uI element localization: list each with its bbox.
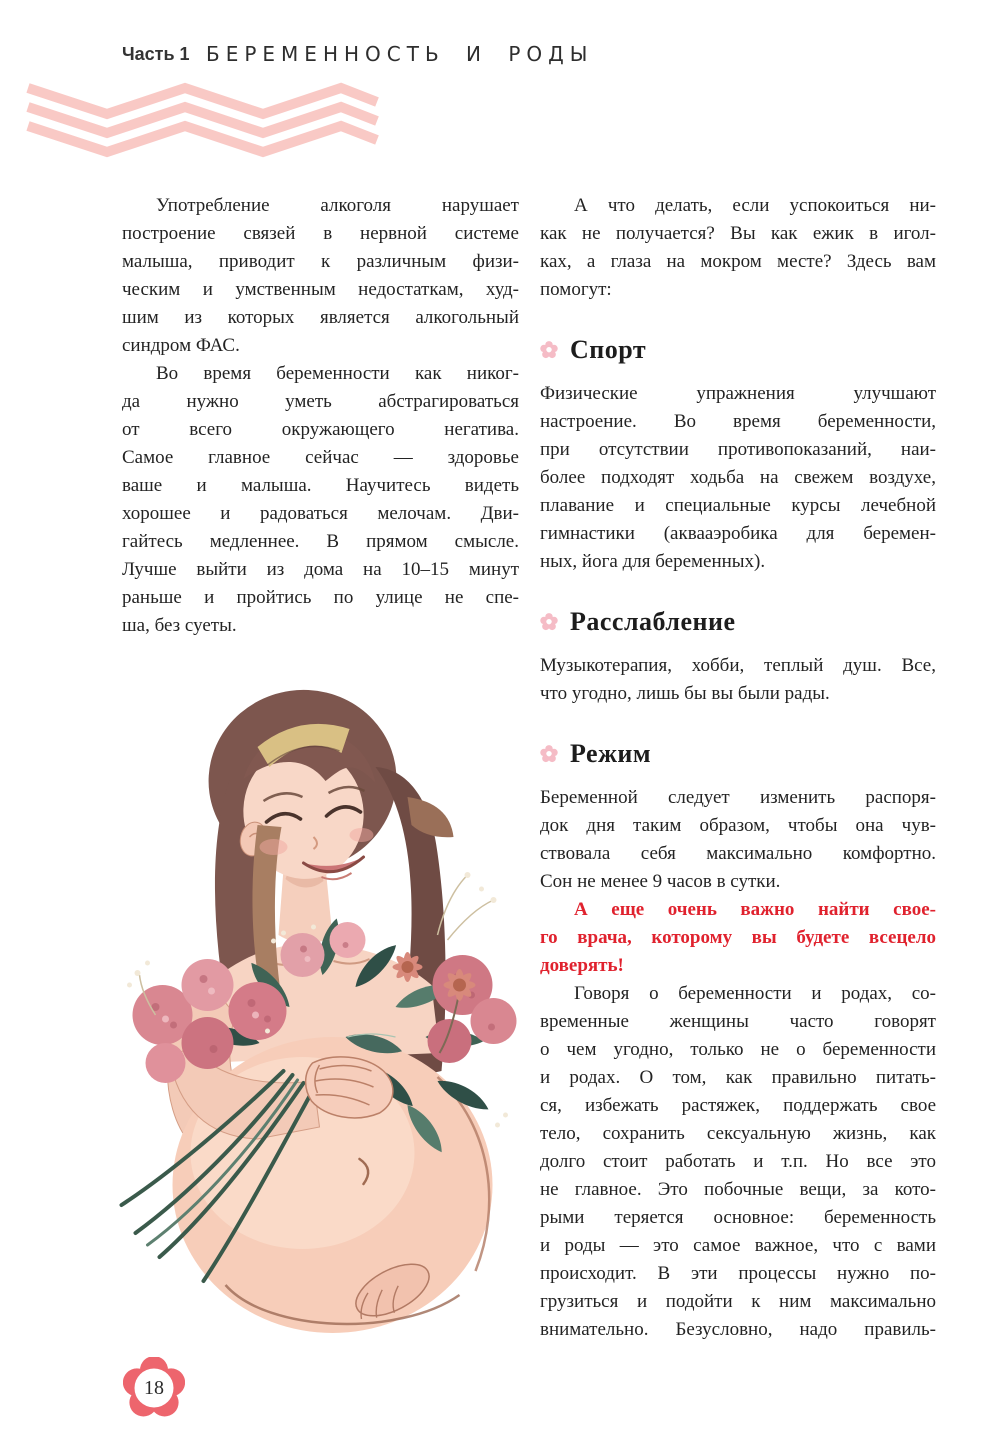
text-line: шим из которых является алкогольный: [122, 307, 519, 328]
text-line: настроение. Во время беременности,: [540, 411, 936, 432]
text-line: от всего окружающего негатива.: [122, 419, 519, 440]
section-title: Расслабление: [570, 607, 736, 636]
text-line: что угодно, лишь бы вы были рады.: [540, 683, 830, 704]
text-line: Самое главное сейчас — здоровье: [122, 447, 519, 468]
text-line: и роды — это самое важное, что с вами: [540, 1235, 936, 1256]
text-line: малыша, приводит к различным физи-: [122, 251, 519, 272]
paragraph: [540, 784, 936, 896]
paragraph: [540, 980, 936, 1344]
text-line: Во время беременности как никог-: [156, 363, 519, 384]
text-line: временные женщины часто говорят: [540, 1011, 936, 1032]
flower-bullet-icon: [540, 745, 558, 763]
paragraph-emphasis-red: [540, 896, 936, 980]
text-line: ческим и умственным недостаткам, худ-: [122, 279, 519, 300]
pregnant-woman-illustration: [105, 685, 530, 1345]
paragraph: [122, 192, 519, 360]
text-line: Лучше выйти из дома на 10–15 минут: [122, 559, 519, 580]
part-label: Часть 1: [122, 44, 190, 64]
section-title: Режим: [570, 739, 652, 768]
page-number-badge: [123, 1357, 185, 1419]
flower-bullet-icon: [540, 613, 558, 631]
text-line: при отсутствии противопоказаний, наи-: [540, 439, 936, 460]
text-line: А что делать, если успокоиться ни-: [574, 195, 936, 216]
text-line: Употребление алкоголя нарушает: [156, 195, 519, 216]
text-line: гайтесь медленнее. В прямом смысле.: [122, 531, 519, 552]
paragraph: [122, 360, 519, 640]
text-line: рыми теряется основное: беременность: [540, 1207, 936, 1228]
text-line: доверять!: [540, 955, 624, 976]
text-line: гимнастики (аквааэробика для беремен-: [540, 523, 936, 544]
section-heading-relax: [540, 602, 936, 642]
flower-bullet-icon: [540, 341, 558, 359]
paragraph: [540, 192, 936, 304]
text-line: как не получается? Вы как ежик в игол-: [540, 223, 936, 244]
text-line: Музыкотерапия, хобби, теплый душ. Все,: [540, 655, 936, 676]
text-line: плавание и специальные курсы лечебной: [540, 495, 936, 516]
text-line: грузиться и подойти к ним максимально: [540, 1291, 936, 1312]
zigzag-decoration-icon: [25, 80, 380, 158]
text-line: ваше и малыша. Научитесь видеть: [122, 475, 519, 496]
text-line: долго стоит работать и т.п. Но все это: [540, 1151, 936, 1172]
text-line: о чем угодно, только не о беременности: [540, 1039, 936, 1060]
section-title: Спорт: [570, 335, 647, 364]
text-line: ша, без суеты.: [122, 615, 237, 636]
paragraph: [540, 652, 936, 708]
text-line: ствовала себя максимально комфортно.: [540, 843, 936, 864]
text-line: Физические упражнения улучшают: [540, 383, 936, 404]
page-number: 18: [144, 1376, 164, 1399]
text-line: раньше и пройтись по улице не спе-: [122, 587, 519, 608]
text-line: Сон не менее 9 часов в сутки.: [540, 871, 781, 892]
text-line: происходит. В эти процессы нужно по-: [540, 1263, 936, 1284]
text-line: построение связей в нервной системе: [122, 223, 519, 244]
text-line: помогут:: [540, 279, 612, 300]
text-line: ся, избежать растяжек, поддержать свое: [540, 1095, 936, 1116]
text-line: тело, сохранить сексуальную жизнь, как: [540, 1123, 936, 1144]
text-line: ных, йога для беременных).: [540, 551, 766, 572]
text-line: А еще очень важно найти свое-: [574, 899, 936, 920]
chapter-title: БЕРЕМЕННОСТЬ И РОДЫ: [206, 42, 594, 66]
text-line: более подходят ходьба на свежем воздухе,: [540, 467, 936, 488]
right-text-column: [540, 192, 936, 1344]
section-heading-sport: [540, 330, 936, 370]
text-line: ках, а глаза на мокром месте? Здесь вам: [540, 251, 936, 272]
text-line: док дня таким образом, чтобы она чув-: [540, 815, 936, 836]
text-line: синдром ФАС.: [122, 335, 240, 356]
section-heading-regime: [540, 734, 936, 774]
left-text-column: [122, 192, 519, 640]
text-line: не главное. Это побочные вещи, за кото-: [540, 1179, 936, 1200]
text-line: и родах. О том, как правильно питать-: [540, 1067, 936, 1088]
text-line: го врача, которому вы будете всецело: [540, 927, 936, 948]
text-line: внимательно. Безусловно, надо правиль-: [540, 1319, 936, 1340]
paragraph: [540, 380, 936, 576]
text-line: хорошее и радоваться мелочам. Дви-: [122, 503, 519, 524]
text-line: Беременной следует изменить распоря-: [540, 787, 936, 808]
text-line: Говоря о беременности и родах, со-: [574, 983, 936, 1004]
text-line: да нужно уметь абстрагироваться: [122, 391, 519, 412]
